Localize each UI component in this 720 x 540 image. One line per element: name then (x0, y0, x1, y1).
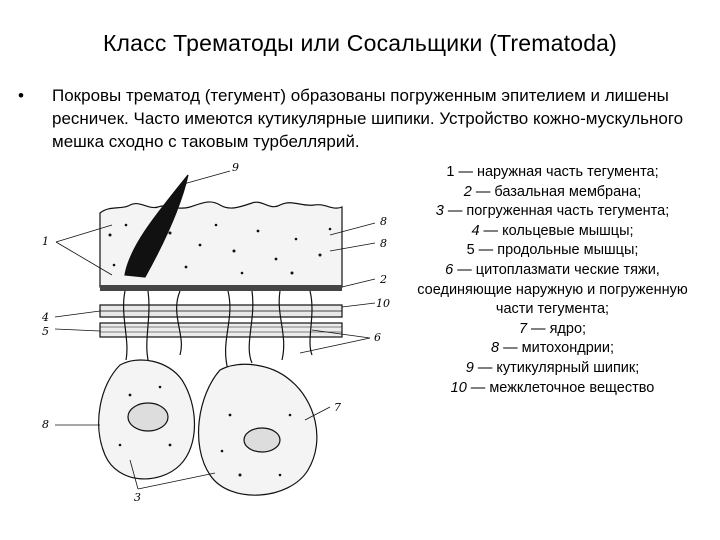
bullet-paragraph (14, 84, 704, 153)
label-6: 6 (374, 331, 381, 344)
legend-item-7: 7 — ядро; (518, 320, 587, 337)
legend-item-1: 1 — наружная часть тегумента; (446, 164, 659, 180)
label-3: 3 (134, 491, 141, 504)
label-10: 10 (376, 297, 390, 310)
label-8-right-a: 8 (380, 215, 387, 228)
label-4: 4 (42, 311, 49, 324)
bullet-marker: • (18, 86, 24, 105)
legend-item-9: 9 — кутикулярный шипик; (465, 359, 640, 376)
longitudinal-muscle-layer (100, 323, 342, 337)
nucleus-right (244, 428, 280, 452)
legend-item-2: 2 — базальная мембрана; (463, 183, 642, 200)
legend-item-8: 8 — митохондрии; (491, 340, 614, 357)
legend-item-10: 10 — межклеточное вещество (450, 379, 655, 396)
label-7: 7 (334, 401, 341, 414)
nucleus-left (128, 403, 168, 431)
legend-item-3: 3 — погруженная часть тегумента; (435, 203, 670, 220)
label-9: 9 (232, 161, 239, 174)
basal-membrane (100, 285, 342, 291)
label-2: 2 (380, 273, 387, 286)
label-8-right-b: 8 (380, 237, 387, 250)
tegument-drawing (99, 175, 342, 495)
slide-title: Класс Трематоды или Сосальщики (Trematoda) (102, 30, 618, 56)
paragraph-text: Покровы трематод (тегумент) образованы погруженным эпителием и лишены ресничек. Часто имеются кутикулярные шипики. Устройство кожно-мускульного мешка сходно с таковым турбеллярий. (52, 86, 684, 151)
legend-item-5: 5 — продольные мышцы; (466, 242, 639, 259)
figure-legend (410, 163, 695, 398)
legend-item-4: 4 — кольцевые мышцы; (471, 222, 634, 239)
label-5: 5 (42, 325, 49, 338)
legend-item-6: 6 — цитоплазмати ческие тяжи, соединяющие наружную и погруженную части тегумента; (417, 261, 688, 318)
label-8-left: 8 (42, 418, 49, 431)
label-1: 1 (42, 235, 49, 248)
tegument-illustration (30, 155, 400, 515)
